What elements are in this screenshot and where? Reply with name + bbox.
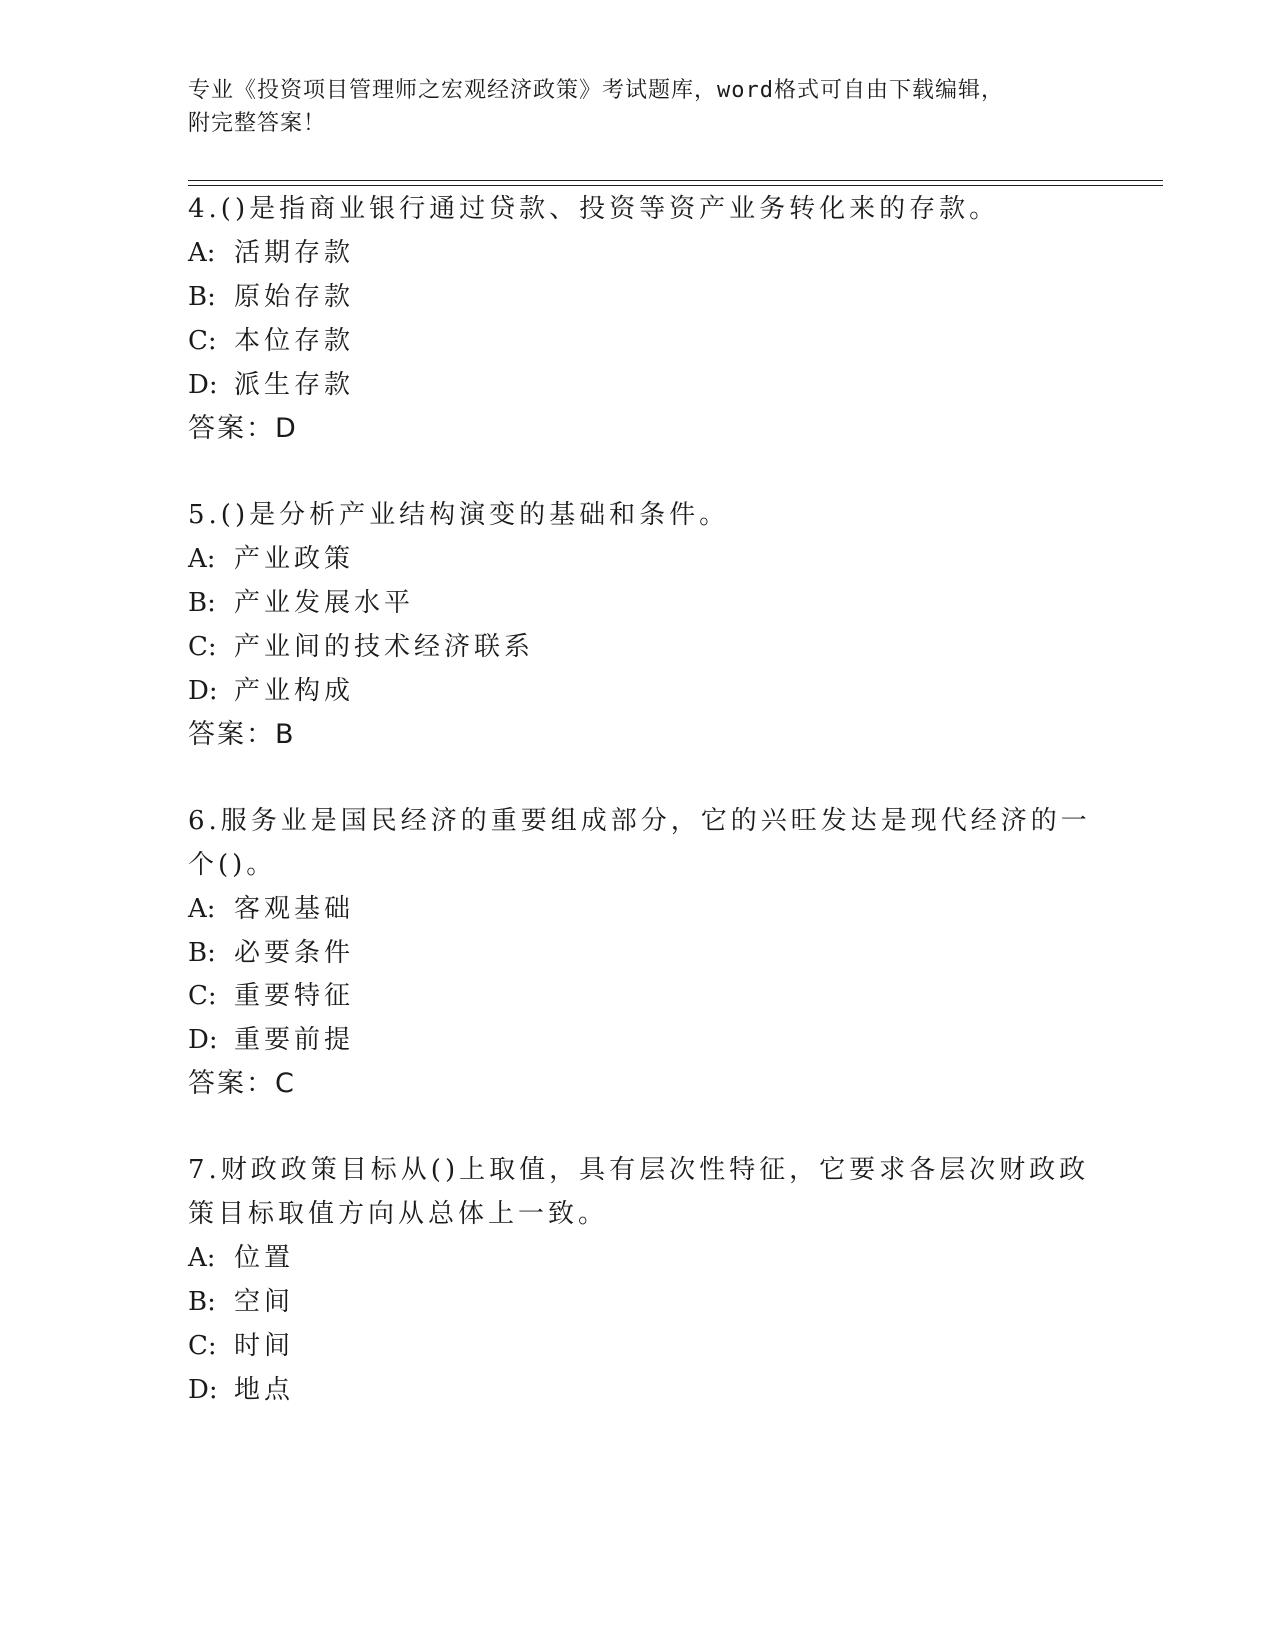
question-6-stem-line-2: 个()。 (188, 850, 277, 880)
option-text: 空间 (234, 1287, 295, 1317)
option-text: 位置 (234, 1243, 295, 1273)
header-line-2: 附完整答案！ (188, 111, 327, 136)
question-4-option-a (188, 238, 354, 268)
question-7-option-d (188, 1375, 294, 1405)
question-7-option-b (188, 1287, 294, 1317)
option-text: 重要前提 (234, 1025, 355, 1055)
option-text: 产业间的技术经济联系 (234, 632, 535, 662)
question-4-option-c (188, 326, 354, 356)
option-label: A: (188, 894, 216, 924)
question-6-stem-line-1: 6.服务业是国民经济的重要组成部分，它的兴旺发达是现代经济的一 (188, 806, 1091, 836)
question-4-stem: 4.()是指商业银行通过贷款、投资等资产业务转化来的存款。 (188, 194, 1000, 224)
document-header (188, 74, 1068, 140)
option-text: 派生存款 (234, 370, 355, 400)
question-4-answer: 答案：D (188, 413, 298, 444)
option-text: 原始存款 (234, 282, 355, 312)
option-text: 产业政策 (234, 544, 355, 574)
question-7-stem-line-1: 7.财政政策目标从()上取值，具有层次性特征，它要求各层次财政政 (188, 1155, 1090, 1185)
question-7-stem-line-2: 策目标取值方向从总体上一致。 (188, 1199, 609, 1229)
option-text: 产业构成 (234, 676, 355, 706)
question-5-answer: 答案：B (188, 719, 296, 750)
option-label: D: (188, 676, 218, 706)
option-text: 地点 (234, 1375, 295, 1405)
option-text: 必要条件 (234, 938, 355, 968)
option-label: D: (188, 1375, 218, 1405)
header-divider-bottom (188, 185, 1163, 186)
option-label: D: (188, 370, 218, 400)
question-6-option-b (188, 938, 354, 968)
option-text: 产业发展水平 (234, 588, 415, 618)
option-text: 客观基础 (234, 894, 355, 924)
option-label: C: (188, 326, 217, 356)
option-label: A: (188, 238, 216, 268)
question-5-option-c (188, 632, 534, 662)
option-label: B: (188, 938, 216, 968)
option-label: C: (188, 1331, 217, 1361)
question-5-option-d (188, 676, 354, 706)
option-label: B: (188, 282, 216, 312)
header-line-1: 专业《投资项目管理师之宏观经济政策》考试题库，word格式可自由下载编辑， (188, 78, 1004, 103)
option-text: 本位存款 (234, 326, 355, 356)
option-text: 时间 (234, 1331, 295, 1361)
header-divider-top (188, 180, 1163, 181)
option-label: C: (188, 981, 217, 1011)
option-text: 重要特征 (234, 981, 355, 1011)
question-6-answer: 答案：C (188, 1068, 296, 1099)
question-5-option-a (188, 544, 354, 574)
option-label: B: (188, 588, 216, 618)
question-4-option-b (188, 282, 354, 312)
question-6-option-d (188, 1025, 354, 1055)
option-text: 活期存款 (234, 238, 355, 268)
option-label: A: (188, 544, 216, 574)
option-label: C: (188, 632, 217, 662)
question-7-option-a (188, 1243, 294, 1273)
question-7-option-c (188, 1331, 294, 1361)
option-label: B: (188, 1287, 216, 1317)
option-label: A: (188, 1243, 216, 1273)
question-5-stem: 5.()是分析产业结构演变的基础和条件。 (188, 500, 730, 530)
question-6-option-c (188, 981, 354, 1011)
option-label: D: (188, 1025, 218, 1055)
question-6-option-a (188, 894, 354, 924)
question-4-option-d (188, 370, 354, 400)
question-5-option-b (188, 588, 414, 618)
